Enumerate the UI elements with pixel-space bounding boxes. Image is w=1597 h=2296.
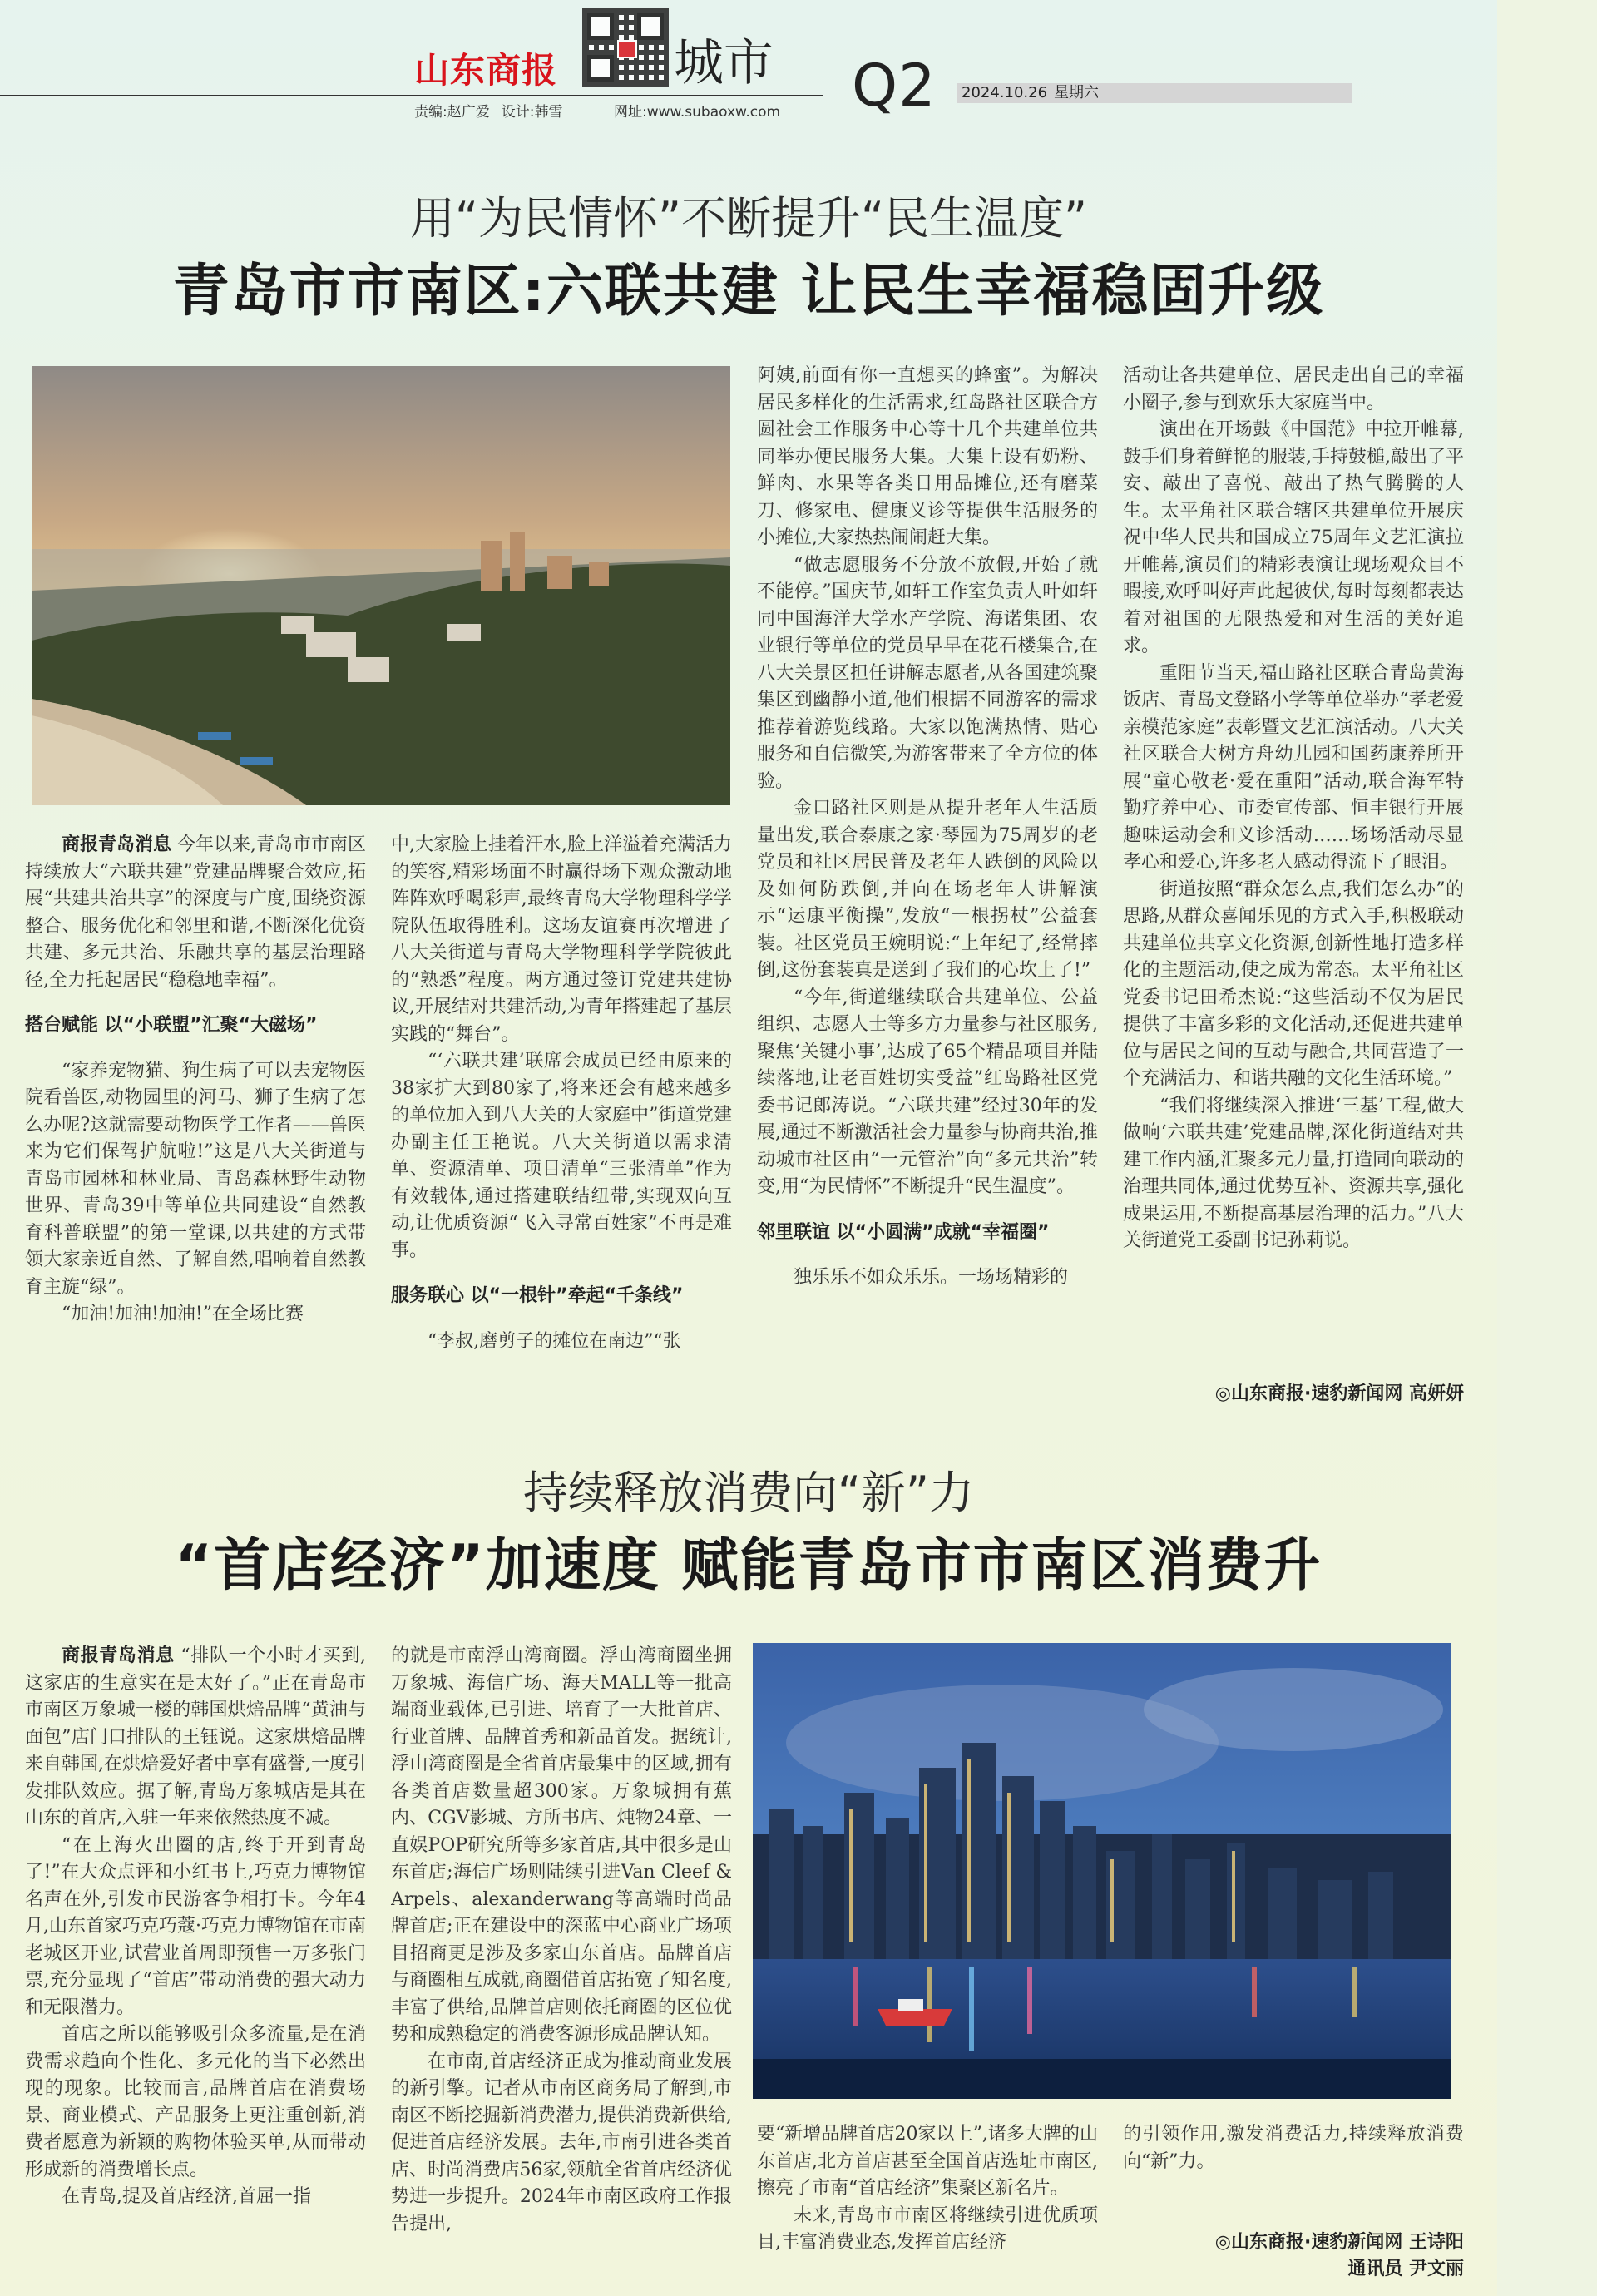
article2-photo: [753, 1643, 1451, 2099]
article1-subhead-2: 服务联心 以“一根针”牵起“千条线”: [391, 1285, 684, 1306]
article2-column-3: [757, 2121, 1098, 2288]
article1-col1-p1: 今年以来,青岛市市南区持续放大“六联共建”党建品牌聚合效应,拓展“共建共治共享”的深度与广度,围绕资源整合、服务优化和邻里和谐,不断深化优资共建、多元共治、乐融共享的基层治理路径,全力托起居民“稳稳地幸福”。: [25, 834, 366, 991]
article1-subhead-3: 邻里联谊 以“小圆满”成就“幸福圈”: [757, 1221, 1050, 1243]
article2-kicker: 持续释放消费向“新”力: [523, 1467, 974, 1519]
article2-col4-p1: 的引领作用,激发消费活力,持续释放消费向“新”力。: [1123, 2124, 1464, 2172]
article1-headline: 青岛市市南区:六联共建 让民生幸福稳固升级: [172, 259, 1325, 324]
article1-col1-p2: “家养宠物猫、狗生病了可以去宠物医院看兽医,动物园里的河马、狮子生病了怎么办呢?这就需要动物医学工作者——兽医来为它们保驾护航啦!”这是八大关街道与青岛市园林和林业局、青岛森林野生动物世界、青岛39中等单位共同建设“自然教育科普联盟”的第一堂课,以共建的方式带领大家亲近自然、了解自然,唱响着自然教育主旋“绿”。: [25, 1060, 366, 1298]
article1-col2-p2: “‘六联共建’联席会成员已经由原来的38家扩大到80家了,将来还会有越来越多的单位加入到八大关的大家庭中”街道党建办副主任王艳说。八大关街道以需求清单、资源清单、项目清单“三张清单”作为有效载体,通过搭建联结纽带,实现双向互动,让优质资源“飞入寻常百姓家”不再是难事。: [391, 1051, 732, 1261]
issue-weekday: 星期六: [1054, 84, 1100, 101]
newspaper-brand: 山东商报: [414, 50, 558, 91]
section-name: 城市: [674, 34, 774, 92]
website-label: 网址:www.subaoxw.com: [614, 104, 781, 121]
page-number: Q2: [852, 52, 937, 120]
article1-col4-p4: 街道按照“群众怎么点,我们怎么办”的思路,从群众喜闻乐见的方式入手,积极联动共建单位共享文化资源,创新性地打造多样化的主题活动,使之成为常态。太平角社区党委书记田希杰说:“这些活动不仅为居民提供了丰富多彩的文化活动,还促进共建单位与居民之间的互动与融合,共同营造了一个充满活力、和谐共融的文化生活环境。”: [1123, 878, 1464, 1089]
article1-col4-p5: “我们将继续深入推进‘三基’工程,做大做响‘六联共建’党建品牌,深化街道结对共建工作内涵,汇聚多元力量,打造同向联动的治理共同体,通过优势互补、资源共享,强化成果运用,不断提高基层治理的活力。”八大关街道党工委副书记孙莉说。: [1123, 1095, 1464, 1251]
article1-dateline: 商报青岛消息: [62, 834, 172, 855]
article2-col1-p1: “排队一个小时才买到,这家店的生意实在是太好了。”正在青岛市市南区万象城一楼的韩国烘焙品牌“黄油与面包”店门口排队的王钰说。这家烘焙品牌来自韩国,在烘焙爱好者中享有盛誉,一度引发排队效应。据了解,青岛万象城店是其在山东的首店,入驻一年来依然热度不减。: [25, 1645, 366, 1828]
issue-date: 2024.10.26: [962, 84, 1048, 101]
article2-col2-p1: 的就是市南浮山湾商圈。浮山湾商圈坐拥万象城、海信广场、海天MALL等一批高端商业载体,已引进、培育了一大批首店、行业首牌、品牌首秀和新品首发。据统计,浮山湾商圈是全省首店最集中的区域,拥有各类首店数量超300家。万象城拥有蕉内、CGV影城、方所书店、炖物24章、一直娱POP研究所等多家首店,其中很多是山东首店;海信广场则陆续引进Van Cleef & Arpels、alexanderwang等高端时尚品牌首店;正在建设中的深蓝中心商业广场项目招商更是涉及多家山东首店。品牌首店与商圈相互成就,商圈借首店拓宽了知名度,丰富了供给,品牌首店则依托商圈的区位优势和成熟稳定的消费客源形成品牌认知。: [391, 1645, 732, 2045]
masthead: [0, 0, 1497, 125]
article1-col1-p3: “加油!加油!加油!”在全场比赛: [62, 1304, 304, 1324]
article1-col3-p4: “今年,街道继续联合共建单位、公益组织、志愿人士等多方力量参与社区服务,聚焦‘关键小事’,达成了65个精品项目并陆续落地,让老百姓切实受益”红岛路社区党委书记郎涛说。“六联共建”经过30年的发展,通过不断激活社会力量参与协商共治,推动城市社区由“一元管治”向“多元共治”转变,用“为民情怀”不断提升“民生温度”。: [757, 987, 1098, 1197]
article1-col3-p3: 金口路社区则是从提升老年人生活质量出发,联合泰康之家·琴园为75周岁的老党员和社区居民普及老年人跌倒的风险以及如何防跌倒,并向在场老年人讲解演示“运康平衡操”,发放“一根拐杖”公益套装。社区党员王婉明说:“上年纪了,经常摔倒,这份套装真是送到了我们的心坎上了!”: [757, 798, 1098, 981]
article1-credit: ◎山东商报·速豹新闻网 高妍妍: [1214, 1383, 1464, 1404]
article1-col2-p1: 中,大家脸上挂着汗水,脸上洋溢着充满活力的笑容,精彩场面不时赢得场下观众激动地阵阵欢呼喝彩声,最终青岛大学物理科学学院队伍取得胜利。这场友谊赛再次增进了八大关街道与青岛大学物理科学学院彼此的“熟悉”程度。两方通过签订党建共建协议,开展结对共建活动,为青年搭建起了基层实践的“舞台”。: [391, 834, 732, 1045]
article2-credit: [1098, 2229, 1464, 2283]
article2-column-1: [25, 1643, 366, 2275]
article1-column-2: [391, 832, 732, 1414]
article2-col3-p2: 未来,青岛市市南区将继续引进优质项目,丰富消费业态,发挥首店经济: [757, 2204, 1098, 2253]
article1-col4-p3: 重阳节当天,福山路社区联合青岛黄海饭店、青岛文登路小学等单位举办“孝老爱亲模范家庭”表彰暨文艺汇演活动。八大关社区联合大树方舟幼儿园和国药康养所开展“童心敬老·爱在重阳”活动,联合海军特勤疗养中心、市委宣传部、恒丰银行开展趣味运动会和义诊活动……场场活动尽显孝心和爱心,许多老人感动得流下了眼泪。: [1123, 662, 1464, 873]
article2-credit-line2: 通讯员 尹文丽: [1347, 2259, 1464, 2279]
article2-col1-p4: 在青岛,提及首店经济,首屈一指: [62, 2186, 311, 2207]
article1-col3-p2: “做志愿服务不分放不放假,开始了就不能停。”国庆节,如轩工作室负责人叶如轩同中国海洋大学水产学院、海诺集团、农业银行等单位的党员早早在花石楼集合,在八大关景区担任讲解志愿者,从各国建筑聚集区到幽静小道,他们根据不同游客的需求推荐着游览线路。大家以饱满热情、贴心服务和自信微笑,为游客带来了全方位的体验。: [757, 554, 1098, 792]
article2-headline: “首店经济”加速度 赋能青岛市市南区消费升: [175, 1533, 1323, 1599]
article1-column-4: [1123, 363, 1464, 1378]
qr-code-icon: [582, 8, 669, 87]
article1-kicker: 用“为民情怀”不断提升“民生温度”: [410, 192, 1087, 245]
article2-col1-p2: “在上海火出圈的店,终于开到青岛了!”在大众点评和小红书上,巧克力博物馆名声在外,引发市民游客争相打卡。今年4月,山东首家巧克巧蔻·巧克力博物馆在市南老城区开业,试营业首周即预售一万多张门票,充分显现了“首店”带动消费的强大动力和无限潜力。: [25, 1834, 366, 2018]
article2-column-2: [391, 1643, 732, 2275]
designer-label: 设计:韩雪: [501, 104, 563, 121]
editor-credits: [414, 100, 574, 121]
article1-col2-p3: “李叔,磨剪子的摊位在南边”“张: [428, 1330, 681, 1352]
article2-col2-p2: 在市南,首店经济正成为推动商业发展的新引擎。记者从市南区商务局了解到,市南区不断挖掘新消费潜力,提供消费新供给,促进首店经济发展。去年,市南引进各类首店、时尚消费店56家,领航全省首店经济优势进一步提升。2024年市南区政府工作报告提出,: [391, 2051, 732, 2234]
article1-photo: [32, 366, 730, 805]
article2-credit-line1: ◎山东商报·速豹新闻网 王诗阳: [1214, 2232, 1464, 2253]
article1-col4-p2: 演出在开场鼓《中国范》中拉开帷幕,鼓手们身着鲜艳的服装,手持鼓槌,敲出了平安、敲出了喜悦、敲出了热气腾腾的人生。太平角社区联合辖区共建单位开展庆祝中华人民共和国成立75周年文艺汇演拉开帷幕,演员们的精彩表演让现场观众目不暇接,欢呼叫好声此起彼伏,每时每刻都表达着对祖国的无限热爱和对生活的美好追求。: [1123, 419, 1464, 656]
article1-subhead-1: 搭台赋能 以“小联盟”汇聚“大磁场”: [25, 1015, 318, 1036]
article1-column-1: [25, 832, 366, 1414]
article2-dateline: 商报青岛消息: [62, 1645, 175, 1666]
article1-col3-p5: 独乐乐不如众乐乐。一场场精彩的: [794, 1267, 1069, 1288]
date-bar: [957, 83, 1352, 103]
editor-label: 责编:赵广爱: [414, 104, 490, 121]
masthead-rule: [0, 95, 823, 96]
article1-col4-p1: 活动让各共建单位、居民走出自己的幸福小圈子,参与到欢乐大家庭当中。: [1123, 365, 1464, 413]
article2-column-4: [1123, 2121, 1464, 2196]
article1-col3-p1: 阿姨,前面有你一直想买的蜂蜜”。为解决居民多样化的生活需求,红岛路社区联合方圆社会工作服务中心等十几个共建单位共同举办便民服务大集。大集上设有奶粉、鲜肉、水果等各类日用品摊位,还有磨菜刀、修家电、健康义诊等提供生活服务的小摊位,大家热热闹闹赶大集。: [757, 365, 1098, 548]
article2-col1-p3: 首店之所以能够吸引众多流量,是在消费需求趋向个性化、多元化的当下必然出现的现象。比较而言,品牌首店在消费场景、商业模式、产品服务上更注重创新,消费者愿意为新颖的购物体验买单,从而带动形成新的消费增长点。: [25, 2024, 366, 2180]
article2-col3-p1: 要“新增品牌首店20家以上”,诸多大牌的山东首店,北方首店甚至全国首店选址市南区,擦亮了市南“首店经济”集聚区新名片。: [757, 2124, 1098, 2199]
article1-column-3: [757, 363, 1098, 1414]
